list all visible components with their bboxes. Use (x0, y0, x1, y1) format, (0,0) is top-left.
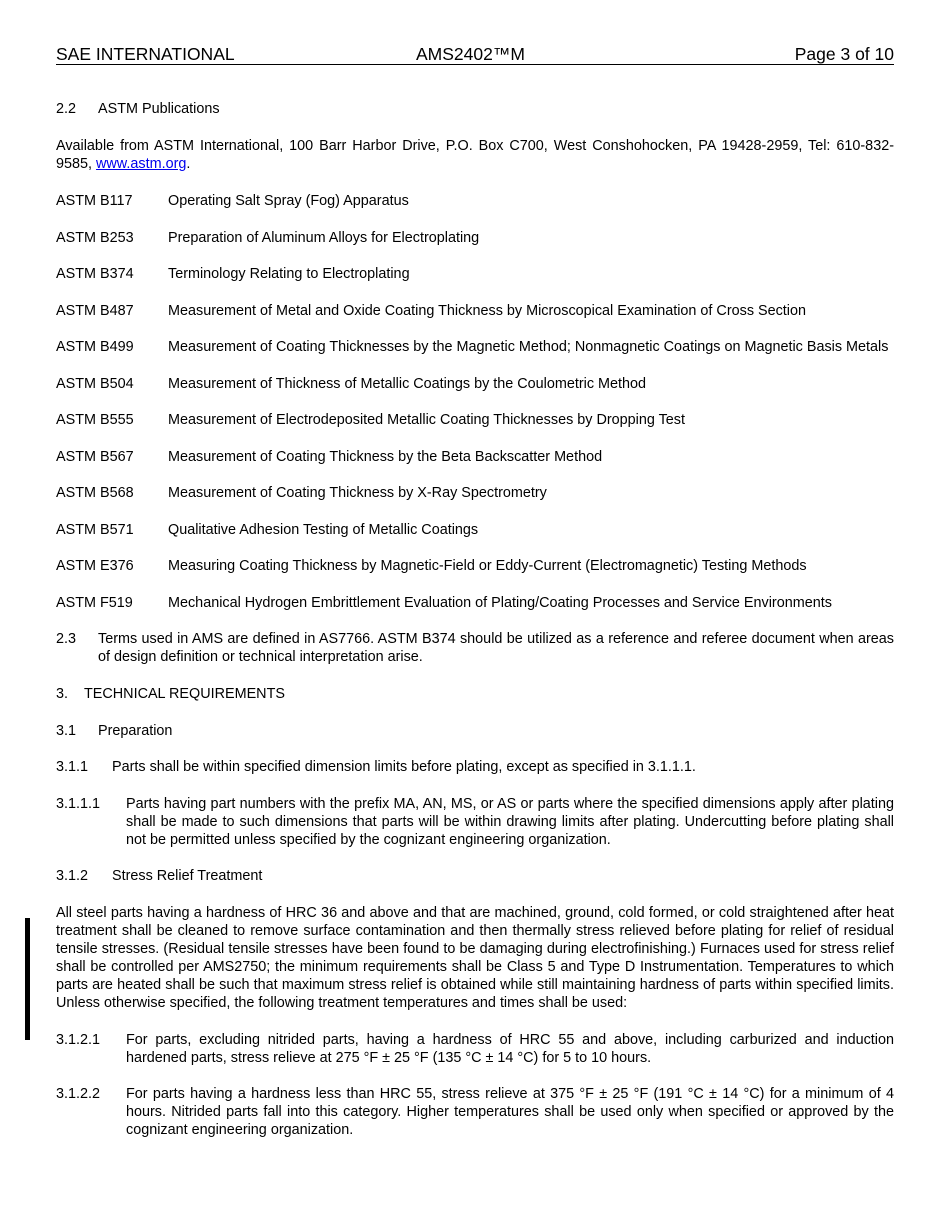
page-header (56, 44, 894, 65)
document-page (56, 44, 894, 1139)
section-number: 2.2 (56, 101, 77, 117)
reference-code: ASTM B487 (56, 302, 134, 319)
section-3-1-1-1 (56, 795, 894, 849)
reference-title: Measurement of Metal and Oxide Coating Thickness by Microscopical Examination of Cross Section (168, 302, 807, 319)
section-title: Preparation (98, 722, 173, 739)
section-text: For parts, excluding nitrided parts, having a hardness of HRC 55 and above, including carburized and induction hardened parts, stress relieve at 275 °F ± 25 °F (135 °C ± 14 °C) for 5 to 10 hours. (126, 1031, 894, 1066)
header-organization: SAE INTERNATIONAL (56, 44, 235, 64)
section-text: Parts shall be within specified dimension limits before plating, except as specified in 3.1.1.1. (112, 759, 696, 775)
reference-code: ASTM B555 (56, 412, 134, 428)
reference-item (56, 521, 894, 539)
reference-code: ASTM B504 (56, 375, 134, 392)
reference-code: ASTM B499 (56, 339, 134, 355)
reference-item (56, 484, 894, 502)
revision-change-bar (25, 918, 30, 1040)
section-3-1-2-heading (56, 867, 894, 885)
section-text: For parts having a hardness less than HRC 55, stress relieve at 375 °F ± 25 °F (191 °C ± 14 °C) for a minimum of 4 hours. Nitrided parts fall into this category. Higher temperatures shall be used only when specified or approved by the cognizant engineering organization. (126, 1086, 894, 1138)
reference-code: ASTM B568 (56, 485, 134, 501)
section-number: 3.1.2 (56, 868, 89, 884)
reference-item (56, 594, 894, 612)
header-page-number: Page 3 of 10 (794, 44, 894, 64)
section-3-1-2-2 (56, 1085, 894, 1139)
reference-title: Terminology Relating to Electroplating (168, 266, 410, 282)
section-number: 3.1.1.1 (56, 795, 101, 812)
section-2-3 (56, 630, 894, 666)
reference-item (56, 448, 894, 466)
section-3-1-2-1 (56, 1031, 894, 1067)
reference-code: ASTM E376 (56, 558, 134, 574)
reference-list (56, 192, 894, 612)
reference-code: ASTM B374 (56, 266, 134, 282)
availability-paragraph (56, 137, 894, 173)
reference-code: ASTM B253 (56, 229, 134, 246)
section-number: 3.1 (56, 722, 77, 739)
section-text: Parts having part numbers with the prefix MA, AN, MS, or AS or parts where the specified dimensions apply after plating shall be made to such dimensions that parts will be within drawing limits after plating. Undercutting before plating shall not be permitted unless specified by the cognizant engineering organization. (126, 795, 894, 848)
reference-code: ASTM B571 (56, 521, 134, 538)
section-number: 3. (56, 685, 69, 702)
section-text: Terms used in AMS are defined in AS7766. ASTM B374 should be utilized as a reference and referee document when areas of design definition or technical interpretation arise. (98, 630, 894, 665)
section-2-2-heading (56, 100, 894, 118)
reference-title: Measurement of Coating Thicknesses by the Magnetic Method; Nonmagnetic Coatings on Magnetic Basis Metals (168, 339, 889, 355)
reference-item (56, 229, 894, 247)
reference-item (56, 557, 894, 575)
reference-item (56, 265, 894, 283)
section-title: TECHNICAL REQUIREMENTS (84, 685, 285, 702)
reference-title: Operating Salt Spray (Fog) Apparatus (168, 193, 409, 209)
reference-title: Measurement of Thickness of Metallic Coatings by the Coulometric Method (168, 375, 647, 392)
section-title: Stress Relief Treatment (112, 868, 263, 884)
availability-text: Available from ASTM International, 100 Barr Harbor Drive, P.O. Box C700, West Conshohocken, PA 19428-2959, Tel: 610-832-9585, (56, 138, 894, 172)
section-number: 3.1.1 (56, 759, 89, 775)
section-number: 2.3 (56, 630, 77, 647)
astm-website-link[interactable]: www.astm.org (96, 156, 187, 172)
stress-relief-paragraph: All steel parts having a hardness of HRC 36 and above and that are machined, ground, cold formed, or cold straightened after heat treatment shall be cleaned to remove surface contamination and then thermally stress relieved before plating for relief of residual tensile stresses. (Residual tensile stresses have been found to be damaging during electrofinishing.) Furnaces used for stress relief shall be controlled per AMS2750; the minimum requirements shall be Class 5 and Type D Instrumentation. Temperatures to which parts are heated shall be such that maximum stress relief is obtained while still maintaining hardness of parts within specified limits. Unless otherwise specified, the following treatment temperatures and times shall be used: (56, 905, 894, 1011)
section-3-1-1 (56, 758, 894, 776)
reference-code: ASTM B567 (56, 448, 134, 465)
reference-code: ASTM F519 (56, 594, 133, 611)
section-number: 3.1.2.1 (56, 1031, 101, 1048)
reference-item (56, 411, 894, 429)
reference-item (56, 192, 894, 210)
reference-item (56, 375, 894, 393)
reference-title: Measurement of Electrodeposited Metallic Coating Thicknesses by Dropping Test (168, 412, 685, 428)
reference-code: ASTM B117 (56, 193, 133, 209)
header-document-number: AMS2402™M (416, 44, 525, 64)
section-title: ASTM Publications (98, 101, 220, 117)
reference-title: Measurement of Coating Thickness by the Beta Backscatter Method (168, 448, 603, 465)
reference-item (56, 302, 894, 320)
reference-title: Qualitative Adhesion Testing of Metallic Coatings (168, 521, 479, 538)
reference-item (56, 338, 894, 356)
reference-title: Preparation of Aluminum Alloys for Electroplating (168, 229, 480, 246)
reference-title: Measurement of Coating Thickness by X-Ray Spectrometry (168, 485, 547, 501)
section-number: 3.1.2.2 (56, 1086, 101, 1102)
reference-title: Mechanical Hydrogen Embrittlement Evaluation of Plating/Coating Processes and Service Environments (168, 594, 832, 611)
section-3-heading (56, 685, 894, 703)
availability-end: . (186, 156, 191, 172)
reference-title: Measuring Coating Thickness by Magnetic-Field or Eddy-Current (Electromagnetic) Testing Methods (168, 558, 807, 574)
section-3-1-heading (56, 722, 894, 740)
